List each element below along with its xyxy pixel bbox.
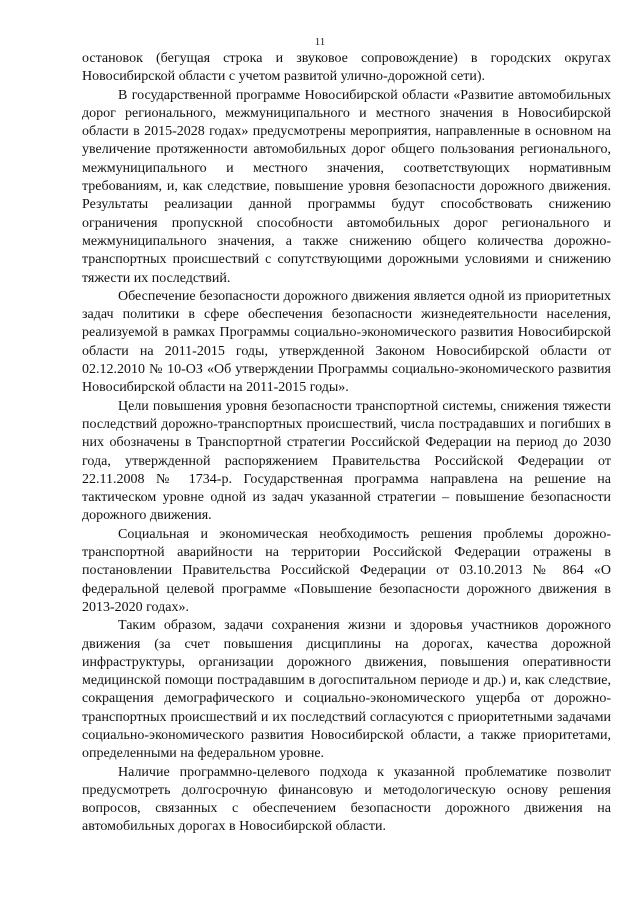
paragraph-program-approach: Наличие программно-целевого подхода к указанной проблематике позволит предусмотреть долгосрочную финансовую и методологическую основу решения вопросов, связанных с обеспечением безопасности дорожного движения на автомобильных дорогах в Новосибирской области. — [82, 764, 611, 835]
page-number: 11 — [314, 36, 326, 48]
paragraph-federal-program: Социальная и экономическая необходимость решения проблемы дорожно-транспортной аварийности на территории Российской Федерации отражены в постановлении Правительства Российской Федерации от 03.10.2013 № 864 «О федеральной целевой программе «Повышение безопасности дорожного движения в 2013-2020 годах». — [82, 526, 611, 615]
paragraph-continuation: остановок (бегущая строка и звуковое сопровождение) в городских округах Новосибирской области с учетом развитой улично-дорожной сети). — [82, 51, 611, 85]
paragraph-state-program-roads: В государственной программе Новосибирской области «Развитие автомобильных дорог регионального, межмуниципального и местного значения в Новосибирской области в 2015-2028 годах» предусмотрены мероприятия, направленные в основном на увеличение протяженности автомобильных дорог общего пользования регионального, межмуниципального и местного значения, соответствующих нормативным требованиям, и, как следствие, повышение уровня безопасности дорожного движения. Результаты реализации данной программы будут способствовать снижению ограничения пропускной способности автомобильных дорог регионального и межмуниципального значения, а также снижению общего количества дорожно-транспортных происшествий с сопутствующими дорожными условиями и снижению тяжести их последствий. — [82, 87, 611, 286]
paragraph-tasks-summary: Таким образом, задачи сохранения жизни и здоровья участников дорожного движения (за счет повышения дисциплины на дорогах, качества дорожной инфраструктуры, организации дорожного движения, повышения оперативности медицинской помощи пострадавшим в догоспитальном периоде и др.) и, как следствие, сокращения демографического и социально-экономического ущерба от дорожно-транспортных происшествий и их последствий согласуются с приоритетными задачами социально-экономического развития Новосибирской области, а также приоритетами, определенными на федеральном уровне. — [82, 618, 611, 762]
paragraph-road-safety-priority: Обеспечение безопасности дорожного движения является одной из приоритетных задач политики в сфере обеспечения безопасности жизнедеятельности населения, реализуемой в рамках Программы социально-экономического развития Новосибирской области на 2011-2015 годы, утвержденной Законом Новосибирской области от 02.12.2010 № 10-ОЗ «Об утверждении Программы социально-экономического развития Новосибирской области на 2011-2015 годы». — [82, 288, 611, 396]
document-body — [82, 50, 611, 837]
paragraph-transport-strategy: Цели повышения уровня безопасности транспортной системы, снижения тяжести последствий дорожно-транспортных происшествий, числа пострадавших и погибших в них обозначены в Транспортной стратегии Российской Федерации на период до 2030 года, утвержденной распоряжением Правительства Российской Федерации от 22.11.2008 № 1734-р. Государственная программа направлена на решение на тактическом уровне одной из задач указанной стратегии – повышение безопасности дорожного движения. — [82, 398, 611, 524]
